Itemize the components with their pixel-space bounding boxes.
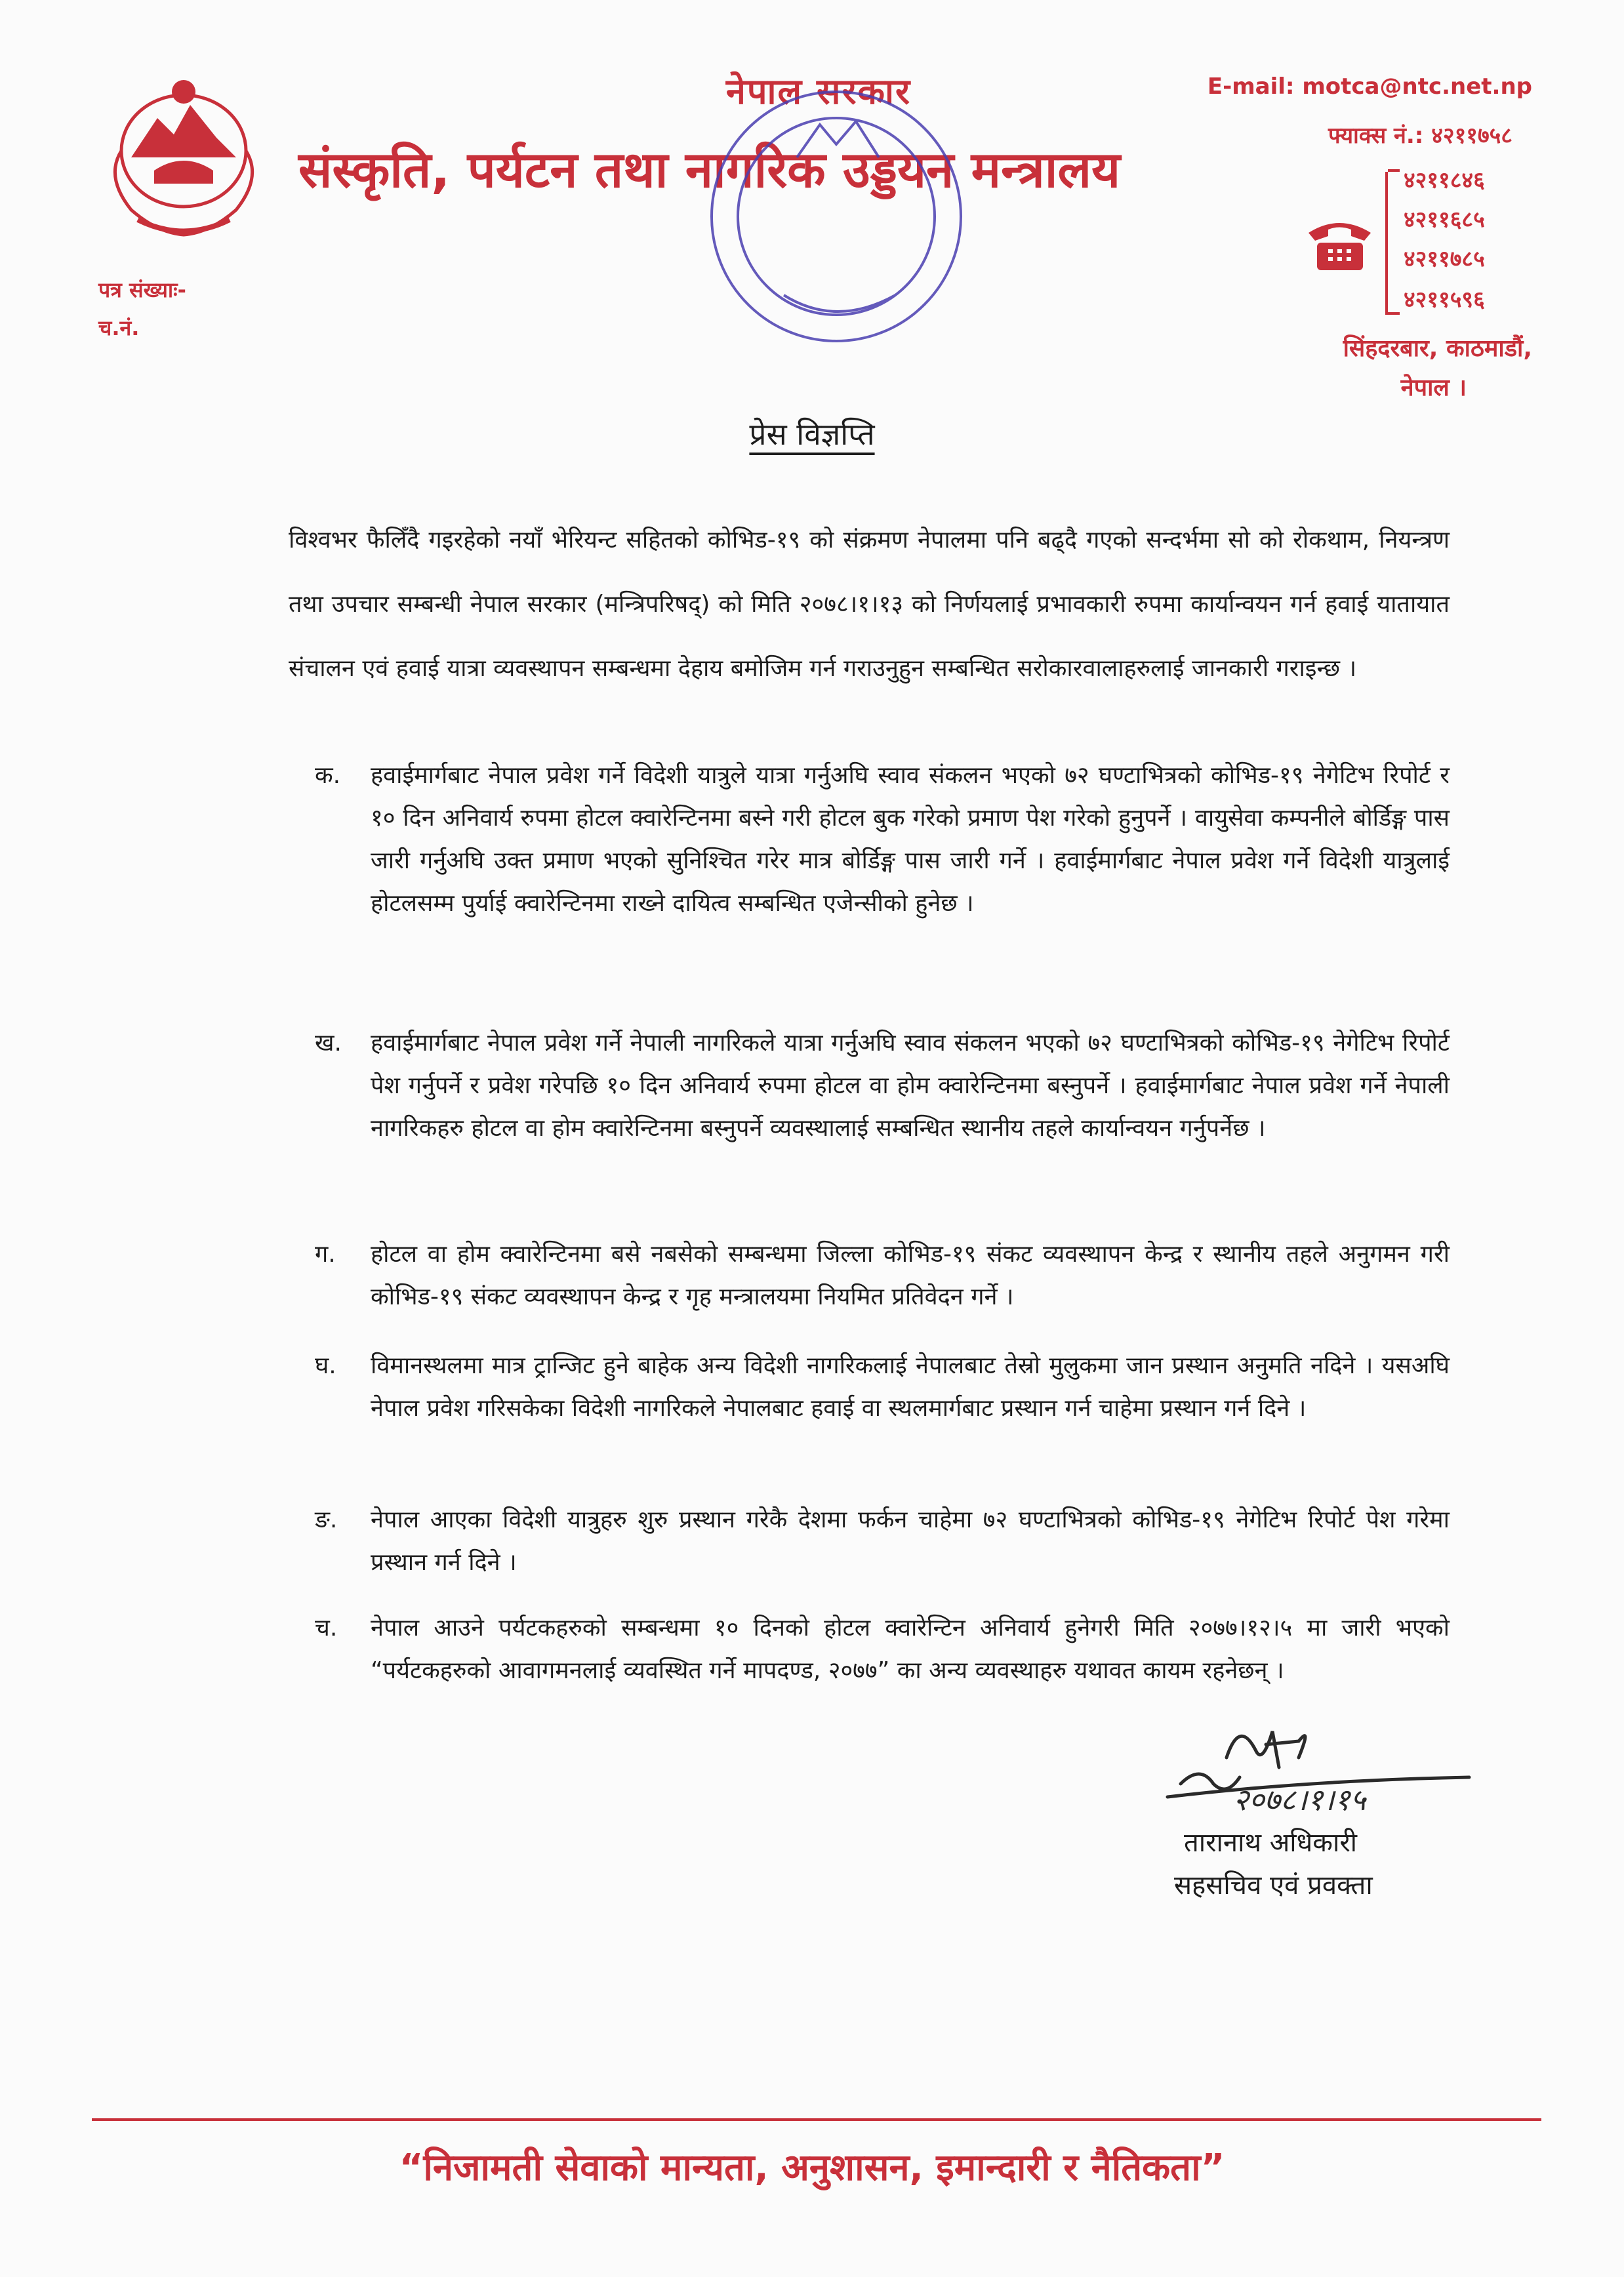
list-item xyxy=(315,754,1450,925)
bracket-tick xyxy=(1388,169,1400,172)
footer-divider xyxy=(92,2118,1541,2121)
list-item-text: नेपाल आएका विदेशी यात्रुहरु शुरु प्रस्थान गरेकै देशमा फर्कन चाहेमा ७२ घण्टाभित्रको कोभिड-१९ नेगेटिभ रिपोर्ट पेश गरेमा प्रस्थान गर्न दिने । xyxy=(371,1506,1450,1576)
list-item-marker: क. xyxy=(315,762,341,789)
list-item-text: हवाईमार्गबाट नेपाल प्रवेश गर्ने विदेशी यात्रुले यात्रा गर्नुअघि स्वाव संकलन भएको ७२ घण्टाभित्रको कोभिड-१९ नेगेटिभ रिपोर्ट र १० दिन अनिवार्य रुपमा होटल क्वारेन्टिनमा बस्ने गरी होटल बुक गरेको प्रमाण पेश गरेको हुनुपर्ने । वायुसेवा कम्पनीले बोर्डिङ्ग पास जारी गर्नुअघि उक्त प्रमाण भएको सुनिश्चित गरेर मात्र बोर्डिङ्ग पास जारी गर्ने । हवाईमार्गबाट नेपाल प्रवेश गर्ने विदेशी यात्रुलाई होटलसम्म पुर्याई क्वारेन्टिनमा राख्ने दायित्व सम्बन्धित एजेन्सीको हुनेछ । xyxy=(371,762,1450,917)
handwritten-signature xyxy=(1141,1705,1495,1823)
dispatch-number-label: च.नं. xyxy=(98,315,140,340)
document-title xyxy=(0,413,1624,454)
document-title-text: प्रेस विज्ञप्ति xyxy=(749,416,875,452)
phone-bracket xyxy=(1385,172,1402,315)
list-item-text: नेपाल आउने पर्यटकहरुको सम्बन्धमा १० दिनको होटल क्वारेन्टिन अनिवार्य हुनेगरी मिति २०७७।१२।५ मा जारी भएको “पर्यटकहरुको आवागमनलाई व्यवस्थित गर्ने मापदण्ड, २०७७” का अन्य व्यवस्थाहरु यथावत कायम रहनेछन् । xyxy=(371,1615,1450,1684)
list-item-marker: ग. xyxy=(315,1241,336,1268)
phone-number: ४२११७८५ xyxy=(1404,246,1485,272)
list-item-text: विमानस्थलमा मात्र ट्रान्जिट हुने बाहेक अन्य विदेशी नागरिकलाई नेपालबाट तेस्रो मुलुकमा जान प्रस्थान अनुमति नदिने । यसअघि नेपाल प्रवेश गरिसकेका विदेशी नागरिकले नेपालबाट हवाई वा स्थलमार्गबाट प्रस्थान गर्न चाहेमा प्रस्थान गर्न दिने । xyxy=(371,1352,1450,1422)
phone-number: ४२११८४६ xyxy=(1404,167,1485,193)
email-address: E-mail: motca@ntc.net.np xyxy=(1207,73,1532,100)
official-stamp-icon xyxy=(705,85,967,361)
list-item-marker: च. xyxy=(315,1615,338,1642)
reference-number-label: पत्र संख्याः- xyxy=(98,277,186,302)
list-item-text: होटल वा होम क्वारेन्टिनमा बसे नबसेको सम्बन्धमा जिल्ला कोभिड-१९ संकट व्यवस्थापन केन्द्र र स्थानीय तहले अनुगमन गरी कोभिड-१९ संकट व्यवस्थापन केन्द्र र गृह मन्त्रालयमा नियमित प्रतिवेदन गर्ने । xyxy=(371,1241,1450,1310)
signature-date: २०७८।१।१५ xyxy=(1233,1782,1366,1817)
list-item-text: हवाईमार्गबाट नेपाल प्रवेश गर्ने नेपाली नागरिकले यात्रा गर्नुअघि स्वाव संकलन भएको ७२ घण्टाभित्रको कोभिड-१९ नेगेटिभ रिपोर्ट पेश गर्नुपर्ने र प्रवेश गरेपछि १० दिन अनिवार्य रुपमा होटल वा होम क्वारेन्टिनमा बस्नुपर्ने । हवाईमार्गबाट नेपाल प्रवेश गर्ने नेपाली नागरिकहरु होटल वा होम क्वारेन्टिनमा बस्नुपर्ने व्यवस्थालाई सम्बन्धित स्थानीय तहले कार्यान्वयन गर्नुपर्नेछ । xyxy=(371,1030,1450,1142)
signatory-designation: सहसचिव एवं प्रवक्ता xyxy=(1174,1870,1373,1901)
footer-motto: “निजामती सेवाको मान्यता, अनुशासन, इमान्दारी र नैतिकता” xyxy=(399,2146,1225,2189)
signatory-name: तारानाथ अधिकारी xyxy=(1184,1828,1358,1858)
fax-number: फ्याक्स नं.: ४२११७५८ xyxy=(1328,123,1512,149)
list-item xyxy=(315,1233,1450,1318)
phone-number: ४२११५९६ xyxy=(1404,287,1485,313)
list-item xyxy=(315,1344,1450,1430)
address-line-1: सिंहदरबार, काठमाडौं, xyxy=(1343,335,1532,362)
address-line-2: नेपाल । xyxy=(1400,374,1467,401)
bracket-tick xyxy=(1388,312,1400,315)
list-item-marker: घ. xyxy=(315,1352,336,1379)
list-item xyxy=(315,1607,1450,1692)
phone-number: ४२११६८५ xyxy=(1404,207,1485,233)
ministry-name: संस्कृति, पर्यटन तथा नागरिक उड्डयन मन्त्रालय xyxy=(298,140,1121,199)
list-item xyxy=(315,1022,1450,1150)
list-item xyxy=(315,1499,1450,1584)
list-item-marker: ङ. xyxy=(315,1506,338,1533)
government-name: नेपाल सरकार xyxy=(725,71,912,112)
list-item-marker: ख. xyxy=(315,1030,342,1057)
telephone-icon xyxy=(1305,213,1374,272)
intro-paragraph: विश्वभर फैलिँदै गइरहेको नयाँ भेरियन्ट सहितको कोभिड-१९ को संक्रमण नेपालमा पनि बढ्दै गएको सन्दर्भमा सो को रोकथाम, नियन्त्रण तथा उपचार सम्बन्धी नेपाल सरकार (मन्त्रिपरिषद्) को मिति २०७८।१।१३ को निर्णयलाई प्रभावकारी रुपमा कार्यान्वयन गर्न हवाई यातायात संचालन एवं हवाई यात्रा व्यवस्थापन सम्बन्धमा देहाय बमोजिम गर्न गराउनुहुन सम्बन्धित सरोकारवालाहरुलाई जानकारी गराइन्छ । xyxy=(289,527,1450,682)
